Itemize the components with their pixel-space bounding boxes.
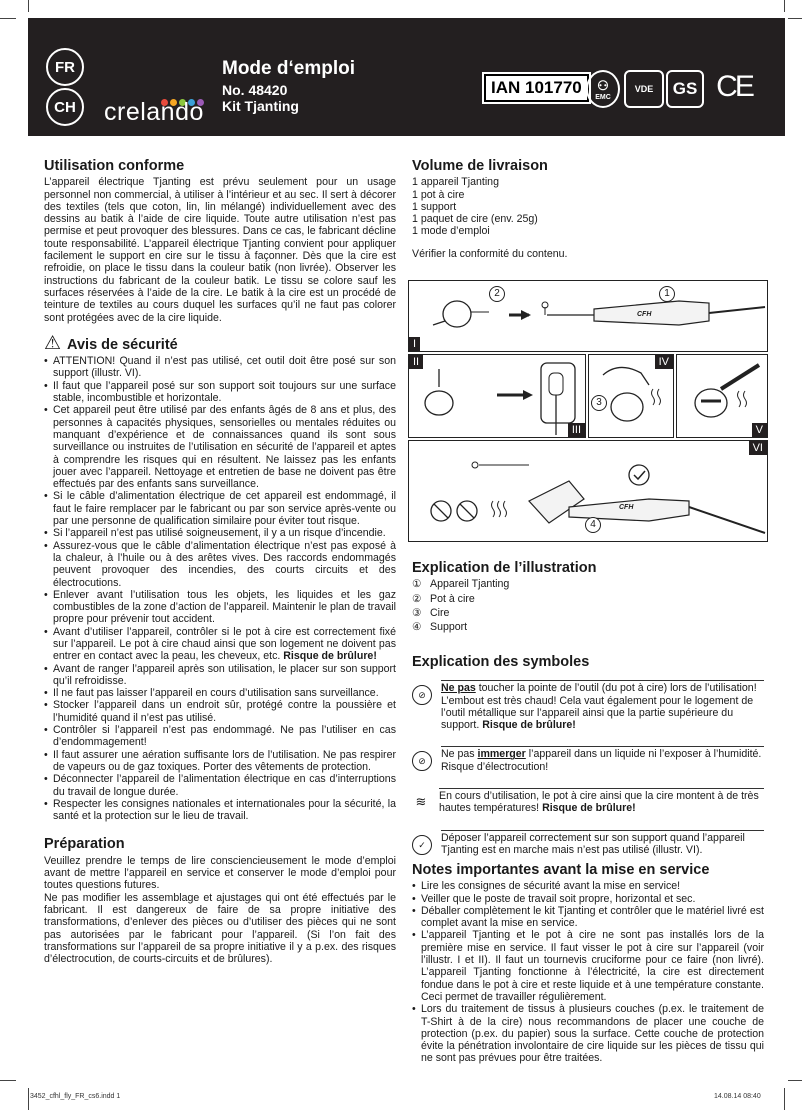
list-item: 1 paquet de cire (env. 25g): [412, 213, 538, 226]
symbol-row: [412, 680, 764, 731]
utilisation-text: L’appareil électrique Tjanting est prévu seulement pour un usage personnel non commercial, à utiliser à l’intérieur et au sec. Il sert à décorer des textiles (tels que coton, lin, lin mélangé) individuellement avec des dessins au batik à l’aide de cire liquide. Toute autre utilisation n’est pas permise et peut provoquer des blessures. Dans ce cas, le fabricant décline toute responsabilité. L’appareil électrique Tjanting convient pour appliquer facilement le support en cire sur le tissu à façonner. Dès que la cire est refroidie, on place le tissu dans la couleur batik (non livrée). Observer les instructions du fabricant de la couleur batik. Le tissu se colore sauf les surfaces réservées à l’aide de la cire. Le batik à la cire est un procédé de teinture de textiles au cours duquel les surfaces qu’il ne faut pas colorer sont protégées avec de la cire liquide.: [44, 176, 396, 324]
list-item: • Enlever avant l’utilisation tous les objets, les liquides et les gaz combustibles de la zone d’action de l’appareil. Maintenir le plan de travail propre pour prévenir tout accident.: [44, 589, 396, 626]
list-item: • ATTENTION! Quand il n’est pas utilisé, cet outil doit être posé sur son support (illustr. VI).: [44, 355, 396, 380]
delivery-section: [412, 160, 764, 260]
callout-number: 1: [659, 286, 675, 302]
brand-logo: crelando: [104, 98, 204, 126]
gs-cert-icon: GS: [666, 70, 704, 108]
legend-item: ③ Cire: [412, 606, 450, 619]
list-item: • Assurez-vous que le câble d’alimentation électrique n’est pas exposé à la chaleur, à l’huile ou à des arêtes vives. Des raccords endommagés peuvent provoquer des incendies, des courts circuits et des électrocutions.: [44, 540, 396, 589]
crop-mark: [788, 1080, 802, 1081]
country-badge-fr: FR: [46, 48, 84, 86]
legend-item: ① Appareil Tjanting: [412, 578, 510, 591]
list-item: • Cet appareil peut être utilisé par des enfants âgés de 8 ans et plus, des personnes à capacités physiques, sensorielles ou mentales réduites ou manquant d’expérience et de connaissances quand ils sont sous surveillance ou instruites de l’utilisation en sécurité de l’appareil et aptes à comprendre les risques qui en résultent. Ne laissez pas les enfants jouer avec l’appareil. Nettoyage et entretien de base ne doivent pas être effectués par des enfants sans surveillance.: [44, 404, 396, 490]
country-badge-ch: CH: [46, 88, 84, 126]
vde-cert-icon: VDE: [624, 70, 664, 108]
list-item: • Il faut que l’appareil posé sur son support soit toujours sur une surface stable, incombustible et horizontale.: [44, 380, 396, 405]
footer-filename: 3452_cfhl_fly_FR_cs6.indd 1: [30, 1093, 121, 1100]
section-heading: Explication de l’illustration: [412, 560, 597, 576]
brand-mark: CFH: [619, 504, 634, 511]
checkmark-icon: ✓: [412, 835, 432, 855]
list-item: • Déballer complètement le kit Tjanting et contrôler que le matériel livré est complet avant la mise en service.: [412, 905, 764, 930]
illustration-panel-ii: [408, 354, 586, 438]
brand-mark: CFH: [637, 311, 652, 318]
crop-mark: [28, 1088, 29, 1110]
panel-label: I: [409, 337, 420, 351]
model-number: No. 48420: [222, 82, 288, 98]
no-immerse-icon: ⊘: [412, 751, 432, 771]
list-item: • Veiller que le poste de travail soit propre, horizontal et sec.: [412, 893, 764, 905]
legend-list: [412, 578, 764, 633]
ian-number: IAN 101770: [484, 74, 589, 102]
list-item: • Si l’appareil n’est pas utilisé soigneusement, il y a un risque d’incendie.: [44, 527, 396, 539]
notes-section: [412, 864, 764, 1065]
symbol-text: Ne pas immerger l’appareil dans un liquide ni l’exposer à l’humidité. Risque d’électrocution!: [441, 746, 764, 773]
list-item: 1 mode d’emploi: [412, 225, 490, 238]
heat-waves-icon: ≋: [415, 793, 427, 809]
symbol-text: Ne pas toucher la pointe de l’outil (du pot à cire) lors de l’utilisation! L’embout est très chaud! Cela vaut également pour le logement de l’outil métallique sur l’appareil ainsi que la partie supérieure du support. Risque de brûlure!: [441, 680, 764, 731]
product-name: Kit Tjanting: [222, 98, 299, 114]
section-heading: Utilisation conforme: [44, 158, 185, 174]
list-item: • Si le câble d’alimentation électrique de cet appareil est endommagé, il faut le faire remplacer par le fabricant ou par son service après-vente ou par une personne de qualification similaire pour éviter tout risque.: [44, 490, 396, 527]
ce-mark-icon: CE: [716, 70, 752, 103]
assembly-drawing: [409, 355, 585, 437]
callout-number: 4: [585, 517, 601, 533]
warning-triangle-icon: ⚠: [44, 332, 62, 354]
symbol-row: [412, 830, 764, 857]
section-heading: ⚠ Avis de sécurité: [44, 332, 178, 354]
footer-timestamp: 14.08.14 08:40: [714, 1093, 761, 1100]
crop-mark: [28, 0, 29, 12]
list-item: • Il faut assurer une aération suffisante lors de l’utilisation. Ne pas respirer de vapeurs ou de gaz toxiques. Porter des vêtements de protection.: [44, 749, 396, 774]
list-item: • Lire les consignes de sécurité avant la mise en service!: [412, 880, 764, 892]
symbol-text: En cours d’utilisation, le pot à cire ainsi que la cire montent à de très hautes températures! Risque de brûlure!: [439, 788, 764, 815]
symbol-row: [412, 746, 764, 773]
preparation-text: Ne pas modifier les assemblage et ajustages qui ont été effectués par le fabricant. Il est dangereux de faire de sa propre initiative des transformations, d’enlever des pièces ou d’utiliser des pièces qui ne sont pas autorisées par le fabricant pour l’appareil. (Si l’on fait des transformations sur l’appareil de sa propre initiative il y a p.ex. des risques d’électrocution, de courts-circuits et de brûlures).: [44, 891, 396, 966]
list-item: • Respecter les consignes nationales et internationales pour la sécurité, la santé et la protection sur le lieu de travail.: [44, 798, 396, 823]
crop-mark: [784, 1088, 785, 1110]
section-heading: Notes importantes avant la mise en service: [412, 862, 710, 878]
crop-mark: [784, 0, 785, 12]
emc-cert-icon: ⚇ EMC: [586, 70, 620, 108]
list-item: 1 support: [412, 200, 457, 213]
tjanting-tool-drawing: [409, 281, 767, 351]
callout-number: 3: [591, 395, 607, 411]
list-item: • Stocker l’appareil dans un endroit sûr, protégé contre la poussière et l’humidité quand il n’est pas utilisé.: [44, 699, 396, 724]
symbol-row: [412, 788, 764, 815]
verify-note: Vérifier la conformité du contenu.: [412, 247, 568, 260]
list-item: 1 appareil Tjanting: [412, 176, 499, 189]
list-item: 1 pot à cire: [412, 188, 465, 201]
panel-label: II: [409, 355, 423, 369]
list-item: • L’appareil Tjanting et le pot à cire ne sont pas installés lors de la première mise en service. Il faut visser le pot à cire sur l’appareil (voir l’illustr. I et II). Il faut un tournevis cruciforme pour ce faire (non livré). L’appareil Tjanting fonctionne à l’électricité, la cire est directement fondue dans le pot à cire et reste liquide et à une température constante. Ceci permet de travailler régulièrement.: [412, 929, 764, 1003]
safety-list: [44, 355, 396, 822]
crop-mark: [0, 18, 16, 19]
symbols-section: [412, 656, 764, 871]
illustration-panel-i: [408, 280, 768, 352]
no-touch-icon: ⊘: [412, 685, 432, 705]
crop-mark: [0, 1080, 16, 1081]
left-column: [44, 160, 396, 965]
panel-label: III: [568, 423, 585, 437]
page-title: Mode d‘emploi: [222, 58, 355, 79]
illustration-panel-vi: [408, 440, 768, 542]
header-banner: [28, 18, 785, 136]
list-item: • Déconnecter l’appareil de l’alimentation électrique en cas d’interruptions du travail de longue durée.: [44, 773, 396, 798]
legend-item: ④ Support: [412, 621, 468, 634]
list-item: • Avant de ranger l’appareil après son utilisation, le placer sur son support qu’il refroidisse.: [44, 663, 396, 688]
section-heading: Explication des symboles: [412, 654, 590, 670]
panel-label: VI: [749, 441, 767, 455]
illustration-panel-v: [676, 354, 768, 438]
illustration-legend-section: [412, 562, 764, 635]
section-heading: Préparation: [44, 836, 125, 853]
panel-label: IV: [655, 355, 673, 369]
illustration-panel-iv: [588, 354, 674, 438]
list-item: • Contrôler si l’appareil n’est pas endommagé. Ne pas l’utiliser en cas d’endommagement!: [44, 724, 396, 749]
legend-item: ② Pot à cire: [412, 592, 475, 605]
crop-mark: [788, 18, 802, 19]
preparation-text: Veuillez prendre le temps de lire consciencieusement le mode d’emploi avant de mettre l’appareil en service et conserver le mode d’emploi pour toutes questions futures.: [44, 854, 396, 892]
list-item: • Il ne faut pas laisser l’appareil en cours d’utilisation sans surveillance.: [44, 687, 396, 699]
list-item: • Lors du traitement de tissus à plusieurs couches (p.ex. le traitement de T-Shirt à de la cire) nous recommandons de placer une couche de protection (p.ex. du papier) sous la surface. Cette couche de protection évite la pénétration involontaire de cire liquide sur les pièces de tissu qui ne sont pas prévues pour être traitées.: [412, 1003, 764, 1064]
notes-list: [412, 880, 764, 1064]
panel-label: V: [752, 423, 767, 437]
section-heading: Volume de livraison: [412, 158, 548, 174]
callout-number: 2: [489, 286, 505, 302]
symbol-text: Déposer l’appareil correctement sur son support quand l’appareil Tjanting est en marche mais n’est pas utilisé (illustr. VI).: [441, 830, 764, 857]
list-item: • Avant d’utiliser l’appareil, contrôler si le pot à cire est correctement fixé sur l’appareil. Le pot à cire chaud ainsi que son logement ne doivent pas entrer en contact avec la peau, les cheveux, etc. Risque de brûlure!: [44, 626, 396, 663]
